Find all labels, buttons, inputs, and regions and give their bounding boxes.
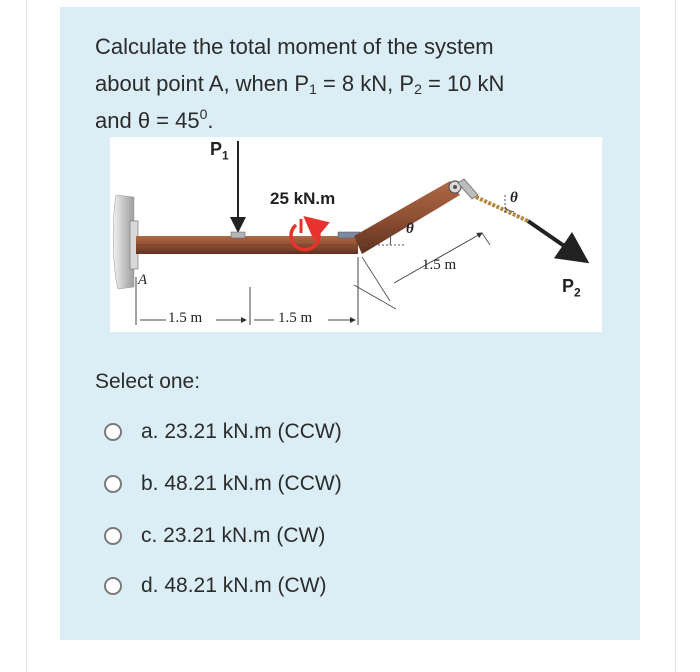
point-a-label: A bbox=[138, 272, 148, 288]
moment-label: 25 kN.m bbox=[270, 189, 336, 208]
dimension-label-2: 1.5 m bbox=[278, 310, 313, 326]
option-b[interactable] bbox=[104, 469, 342, 499]
option-c-label: c. 23.21 kN.m (CW) bbox=[141, 524, 326, 547]
radio-d[interactable] bbox=[104, 577, 122, 595]
beam-diagram bbox=[110, 137, 602, 332]
dimension-label-3: 1.5 m bbox=[422, 257, 457, 273]
question-text bbox=[95, 28, 615, 139]
theta-label-bend: θ bbox=[406, 221, 414, 237]
option-c[interactable] bbox=[104, 521, 325, 551]
theta-label-rope: θ bbox=[510, 190, 518, 206]
option-a-label: a. 23.21 kN.m (CCW) bbox=[141, 420, 342, 443]
select-one-label: Select one: bbox=[95, 370, 201, 393]
beam-inclined bbox=[354, 181, 460, 254]
p1-plate bbox=[231, 232, 245, 238]
option-a[interactable] bbox=[104, 417, 342, 447]
question-line-3: and $\theta = 45^0$. bbox=[95, 106, 214, 133]
beam-figure bbox=[110, 137, 602, 332]
p1-label: $P_1$ bbox=[210, 139, 229, 163]
option-d-label: d. 48.21 kN.m (CW) bbox=[141, 574, 327, 597]
p2-label: $P_2$ bbox=[562, 276, 581, 300]
question-line-2: about point A, when $P_1 = 8$ kN, $P_2 = 10$ kN bbox=[95, 71, 505, 97]
rope bbox=[476, 197, 528, 221]
question-line-1: Calculate the total moment of the system bbox=[95, 34, 494, 59]
radio-c[interactable] bbox=[104, 527, 122, 545]
radio-a[interactable] bbox=[104, 423, 122, 441]
option-d[interactable] bbox=[104, 571, 327, 601]
p2-force-arrow bbox=[528, 221, 586, 261]
option-b-label: b. 48.21 kN.m (CCW) bbox=[141, 472, 342, 495]
radio-b[interactable] bbox=[104, 475, 122, 493]
dimension-label-1: 1.5 m bbox=[168, 310, 203, 326]
